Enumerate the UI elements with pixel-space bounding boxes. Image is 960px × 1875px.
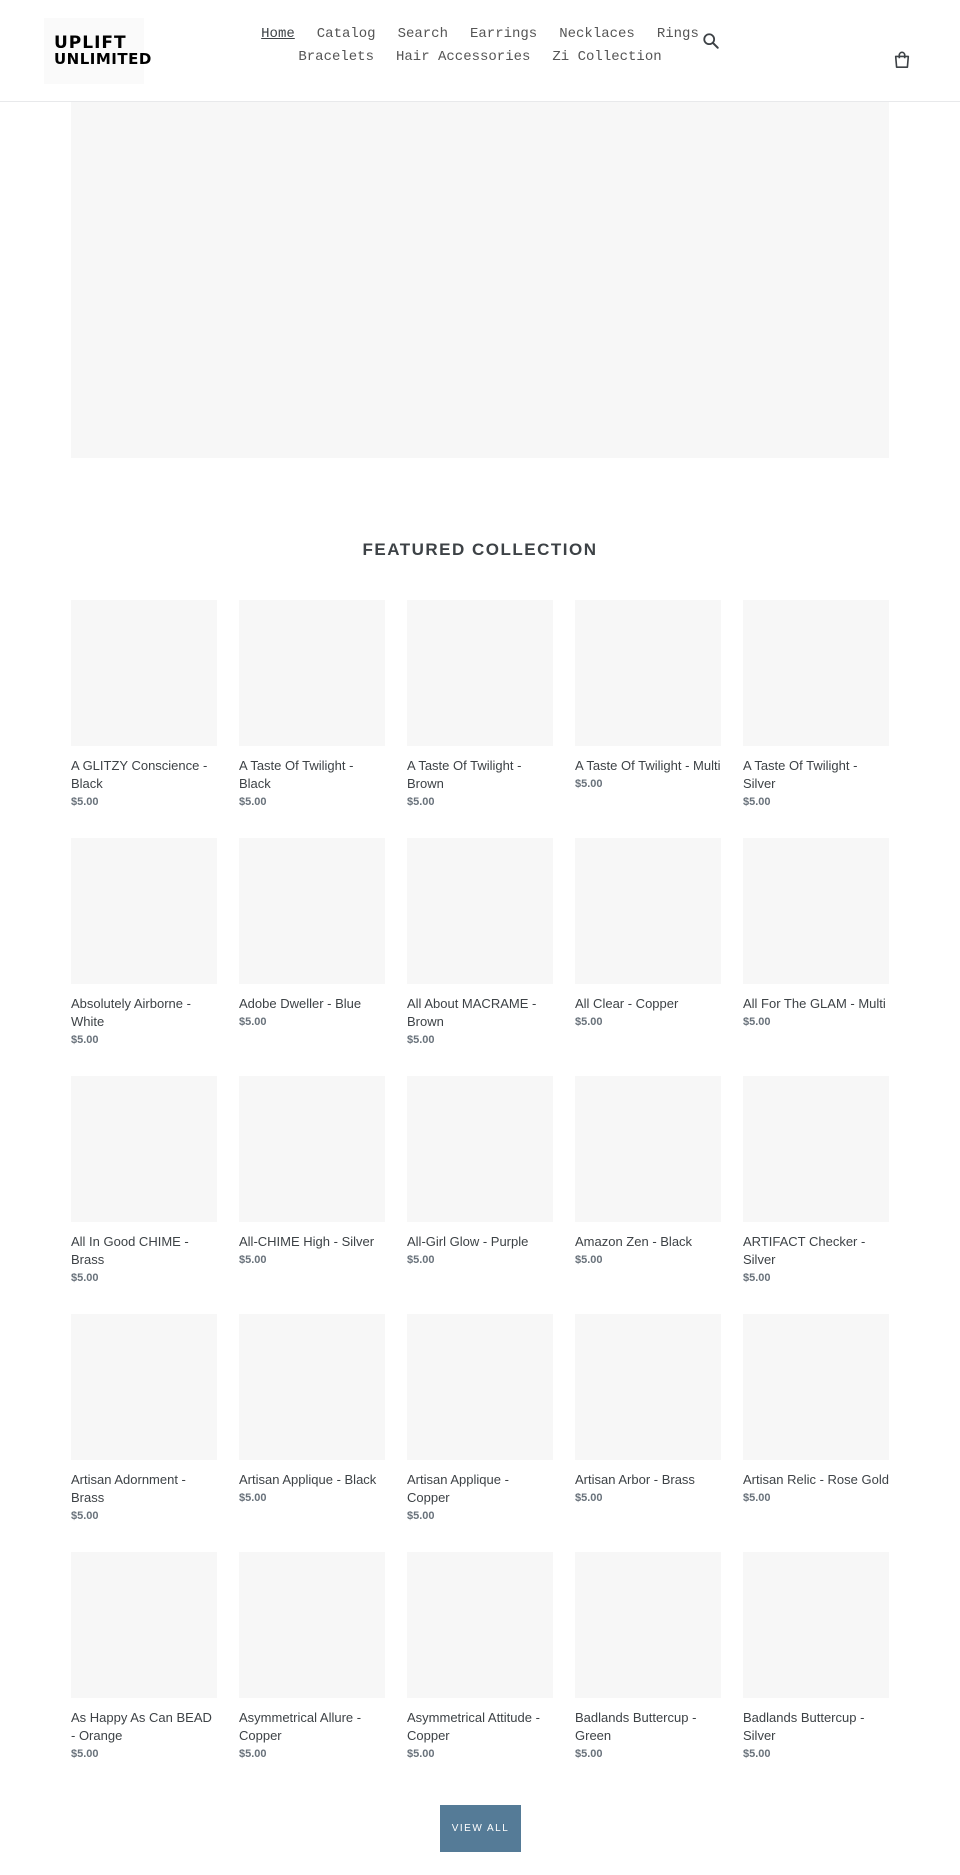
product-card[interactable] — [743, 600, 889, 838]
product-image-placeholder[interactable] — [239, 1314, 385, 1460]
product-card[interactable] — [743, 1314, 889, 1552]
product-card[interactable] — [239, 600, 385, 838]
product-price: $5.00 — [743, 796, 771, 808]
product-image-placeholder[interactable] — [71, 1076, 217, 1222]
product-card[interactable] — [71, 600, 217, 838]
product-image-placeholder[interactable] — [407, 1076, 553, 1222]
hero-image-placeholder — [71, 102, 889, 458]
featured-collection-title: FEATURED COLLECTION — [362, 540, 598, 559]
product-card[interactable] — [407, 1314, 553, 1552]
view-all-button[interactable]: VIEW ALL — [440, 1805, 521, 1852]
product-image-placeholder[interactable] — [71, 1552, 217, 1698]
product-price: $5.00 — [575, 1254, 603, 1266]
product-card[interactable] — [71, 1552, 217, 1790]
product-card[interactable] — [575, 1076, 721, 1314]
product-title[interactable]: All About MACRAME - Brown — [407, 996, 537, 1029]
product-card[interactable] — [407, 600, 553, 838]
product-image-placeholder[interactable] — [407, 1314, 553, 1460]
product-image-placeholder[interactable] — [743, 1314, 889, 1460]
product-title[interactable]: Artisan Applique - Black — [239, 1472, 377, 1487]
nav-link-catalog[interactable]: Catalog — [316, 26, 376, 42]
product-title[interactable]: Amazon Zen - Black — [575, 1234, 693, 1249]
product-image-placeholder[interactable] — [407, 1552, 553, 1698]
product-grid — [71, 600, 889, 1790]
nav-link-rings[interactable]: Rings — [656, 26, 699, 42]
search-icon[interactable] — [702, 32, 720, 50]
product-title[interactable]: Absolutely Airborne - White — [71, 996, 191, 1029]
logo-line1: UPLIFT — [54, 33, 127, 53]
product-card[interactable] — [239, 1076, 385, 1314]
product-title[interactable]: All-Girl Glow - Purple — [407, 1234, 529, 1249]
product-card[interactable] — [71, 1314, 217, 1552]
product-image-placeholder[interactable] — [575, 600, 721, 746]
product-price: $5.00 — [575, 778, 603, 790]
nav-link-hair-accessories[interactable]: Hair Accessories — [395, 49, 531, 65]
product-title[interactable]: Artisan Adornment - Brass — [71, 1472, 186, 1505]
product-title[interactable]: A Taste Of Twilight - Black — [239, 758, 354, 791]
cart-icon[interactable] — [893, 51, 911, 69]
product-image-placeholder[interactable] — [743, 1552, 889, 1698]
product-card[interactable] — [575, 600, 721, 838]
product-card[interactable] — [71, 1076, 217, 1314]
product-image-placeholder[interactable] — [71, 838, 217, 984]
product-price: $5.00 — [71, 796, 99, 808]
nav-link-home[interactable]: Home — [261, 26, 295, 42]
product-price: $5.00 — [407, 1748, 435, 1760]
nav-link-zi-collection[interactable]: Zi Collection — [552, 49, 662, 65]
product-image-placeholder[interactable] — [71, 600, 217, 746]
logo-line2: UNLIMITED — [54, 50, 152, 68]
product-title[interactable]: As Happy As Can BEAD - Orange — [71, 1710, 212, 1743]
nav-link-search[interactable]: Search — [397, 26, 448, 42]
product-price: $5.00 — [407, 796, 435, 808]
product-title[interactable]: Badlands Buttercup - Green — [575, 1710, 697, 1743]
product-card[interactable] — [239, 1552, 385, 1790]
nav-row-primary — [261, 26, 699, 49]
product-image-placeholder[interactable] — [407, 838, 553, 984]
nav-row-secondary — [268, 49, 692, 72]
product-image-placeholder[interactable] — [239, 838, 385, 984]
product-card[interactable] — [743, 1076, 889, 1314]
product-card[interactable] — [575, 1314, 721, 1552]
product-image-placeholder[interactable] — [239, 1552, 385, 1698]
product-title[interactable]: All-CHIME High - Silver — [239, 1234, 375, 1249]
product-price: $5.00 — [71, 1034, 99, 1046]
product-image-placeholder[interactable] — [575, 1314, 721, 1460]
product-price: $5.00 — [743, 1492, 771, 1504]
product-image-placeholder[interactable] — [743, 838, 889, 984]
product-price: $5.00 — [71, 1510, 99, 1522]
product-price: $5.00 — [71, 1272, 99, 1284]
product-card[interactable] — [239, 838, 385, 1076]
product-price: $5.00 — [575, 1016, 603, 1028]
product-title[interactable]: A Taste Of Twilight - Silver — [743, 758, 858, 791]
product-image-placeholder[interactable] — [743, 1076, 889, 1222]
product-image-placeholder[interactable] — [575, 1552, 721, 1698]
product-image-placeholder[interactable] — [239, 1076, 385, 1222]
product-image-placeholder[interactable] — [71, 1314, 217, 1460]
product-title[interactable]: All In Good CHIME - Brass — [71, 1234, 189, 1267]
product-card[interactable] — [239, 1314, 385, 1552]
product-price: $5.00 — [239, 1492, 267, 1504]
product-card[interactable] — [743, 838, 889, 1076]
product-image-placeholder[interactable] — [575, 838, 721, 984]
product-price: $5.00 — [575, 1748, 603, 1760]
product-card[interactable] — [575, 1552, 721, 1790]
product-title[interactable]: ARTIFACT Checker - Silver — [743, 1234, 866, 1267]
product-price: $5.00 — [239, 1254, 267, 1266]
product-price: $5.00 — [407, 1254, 435, 1266]
product-card[interactable] — [407, 1552, 553, 1790]
product-title[interactable]: A GLITZY Conscience - Black — [71, 758, 208, 791]
product-price: $5.00 — [743, 1272, 771, 1284]
product-title[interactable]: All For The GLAM - Multi — [743, 996, 886, 1011]
product-price: $5.00 — [575, 1492, 603, 1504]
product-title[interactable]: A Taste Of Twilight - Brown — [407, 758, 522, 791]
product-card[interactable] — [743, 1552, 889, 1790]
product-image-placeholder[interactable] — [239, 600, 385, 746]
product-card[interactable] — [407, 838, 553, 1076]
logo-mark — [54, 35, 152, 67]
product-price: $5.00 — [239, 1016, 267, 1028]
product-title[interactable]: A Taste Of Twilight - Multi — [575, 758, 721, 773]
product-price: $5.00 — [239, 796, 267, 808]
product-price: $5.00 — [239, 1748, 267, 1760]
product-card[interactable] — [575, 838, 721, 1076]
site-logo[interactable] — [44, 18, 152, 84]
product-title[interactable]: Artisan Relic - Rose Gold — [743, 1472, 889, 1487]
product-price: $5.00 — [71, 1748, 99, 1760]
product-title[interactable]: Adobe Dweller - Blue — [239, 996, 362, 1011]
product-title[interactable]: Asymmetrical Attitude - Copper — [407, 1710, 540, 1743]
product-price: $5.00 — [743, 1748, 771, 1760]
main-nav — [261, 26, 699, 72]
product-price: $5.00 — [407, 1034, 435, 1046]
product-card[interactable] — [71, 838, 217, 1076]
product-image-placeholder[interactable] — [407, 600, 553, 746]
product-price: $5.00 — [743, 1016, 771, 1028]
product-image-placeholder[interactable] — [575, 1076, 721, 1222]
product-title[interactable]: Artisan Arbor - Brass — [575, 1472, 695, 1487]
nav-link-necklaces[interactable]: Necklaces — [559, 26, 635, 42]
product-title[interactable]: Badlands Buttercup - Silver — [743, 1710, 865, 1743]
product-price: $5.00 — [407, 1510, 435, 1522]
product-card[interactable] — [407, 1076, 553, 1314]
site-header — [0, 0, 960, 102]
nav-link-earrings[interactable]: Earrings — [470, 26, 538, 42]
product-image-placeholder[interactable] — [743, 600, 889, 746]
product-title[interactable]: Asymmetrical Allure - Copper — [239, 1710, 362, 1743]
product-title[interactable]: All Clear - Copper — [575, 996, 679, 1011]
product-title[interactable]: Artisan Applique - Copper — [407, 1472, 509, 1505]
nav-link-bracelets[interactable]: Bracelets — [298, 49, 374, 65]
